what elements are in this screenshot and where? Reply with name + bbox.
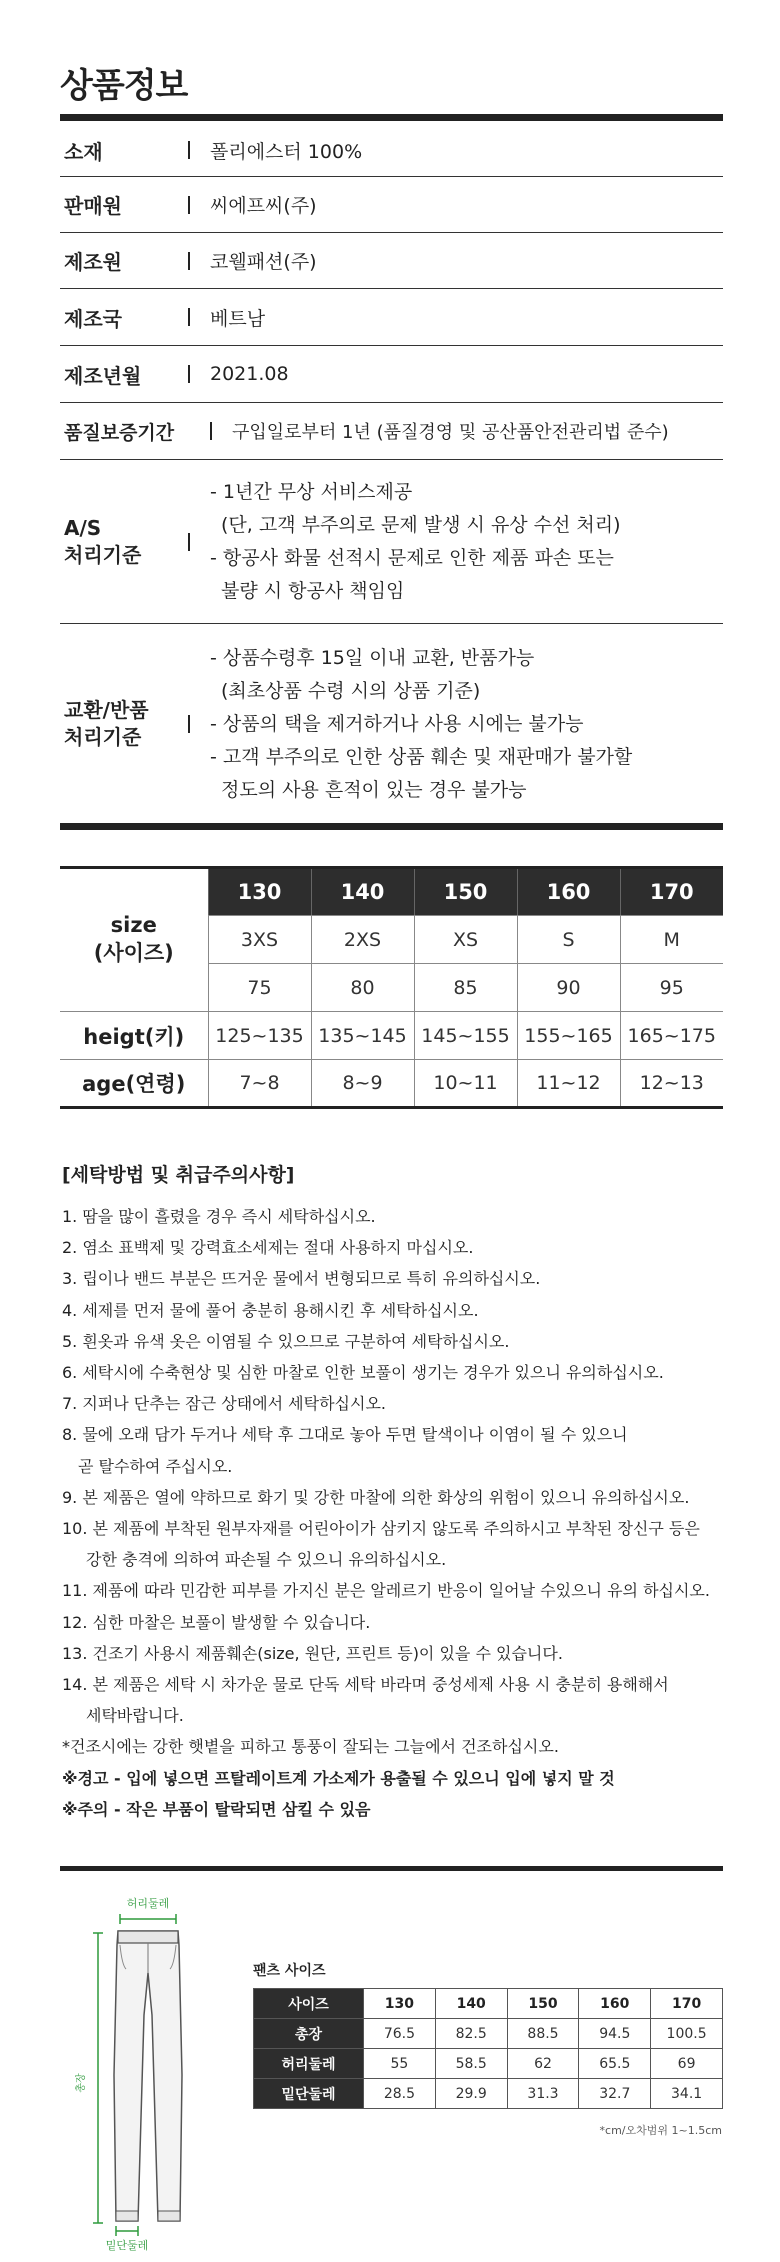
exchange-policy-text [210,642,723,807]
care-item: 13. 건조기 사용시 제품훼손(size, 원단, 프린트 등)이 있을 수 있습니다. [62,1643,563,1663]
size-header-cell: 150 [414,868,517,916]
table-row [254,2049,723,2079]
info-label: 품질보증기간 [64,421,175,444]
care-item: 세탁바랍니다. [86,1706,184,1726]
table-cell: 12~13 [620,1060,723,1108]
as-label-line1: A/S [64,515,102,540]
policy-line: - 상품수령후 15일 이내 교환, 반품가능 [210,646,535,669]
as-label-line2: 처리기준 [64,542,142,567]
care-title: [세탁방법 및 취급주의사항] [62,1164,295,1186]
care-item: 10. 본 제품에 부착된 원부자재를 어린아이가 삼키지 않도록 주의하시고 부착된 장신구 등은 [62,1519,700,1539]
row-label: 허리둘레 [254,2049,364,2079]
row-label: 밑단둘레 [254,2079,364,2109]
table-cell: 28.5 [364,2079,436,2109]
page-title: 상품정보 [60,66,188,106]
pants-header-row [254,1989,723,2019]
table-cell: XS [414,916,517,964]
table-row [254,2079,723,2109]
care-item: 3. 립이나 밴드 부분은 뜨거운 물에서 변형되므로 특히 유의하십시오. [62,1269,541,1289]
policy-line: (단, 고객 부주의로 문제 발생 시 유상 수선 처리) [221,513,621,536]
policy-line: 정도의 사용 흔적이 있는 경우 불가능 [221,778,527,801]
table-cell: 165~175 [620,1012,723,1060]
separator [188,141,190,159]
info-label: 제조원 [64,250,122,274]
info-row-manufacturer [60,233,723,289]
info-value: 폴리에스터 100% [210,140,363,163]
care-item: 7. 지퍼나 단추는 잠근 상태에서 세탁하십시오. [62,1394,386,1414]
separator [188,308,190,326]
table-cell: 82.5 [435,2019,507,2049]
info-label: 판매원 [64,194,122,218]
care-item: 6. 세탁시에 수축현상 및 심한 마찰로 인한 보풀이 생기는 경우가 있으니 유의하십시오. [62,1363,664,1383]
length-label: 총장 [76,2073,87,2093]
care-item: 8. 물에 오래 담가 두거나 세탁 후 그대로 놓아 두면 탈색이나 이염이 될 수 있으니 [62,1425,628,1445]
info-value: 코웰패션(주) [210,251,317,273]
table-cell: 11~12 [517,1060,620,1108]
waistband [118,1931,178,1943]
info-value: 2021.08 [210,363,289,385]
table-cell: 8~9 [311,1060,414,1108]
table-cell: S [517,916,620,964]
height-row-label: heigt(키) [60,1012,208,1060]
table-cell: 34.1 [651,2079,723,2109]
pants-size-table [253,1988,723,2109]
info-label [60,515,188,569]
care-item: 4. 세제를 먼저 물에 풀어 충분히 용해시킨 후 세탁하십시오. [62,1300,479,1320]
table-cell: 76.5 [364,2019,436,2049]
table-cell: 95 [620,964,723,1012]
table-cell: 155~165 [517,1012,620,1060]
table-cell: M [620,916,723,964]
diagram-divider [60,1866,723,1871]
as-policy-text [210,476,723,608]
info-row-country [60,289,723,346]
age-row [60,1060,723,1108]
table-cell: 85 [414,964,517,1012]
care-item: 5. 흰옷과 유색 옷은 이염될 수 있으므로 구분하여 세탁하십시오. [62,1331,510,1351]
table-cell: 100.5 [651,2019,723,2049]
table-cell: 80 [311,964,414,1012]
info-label: 제조년월 [64,363,142,388]
pants-size-title: 팬츠 사이즈 [253,1963,326,1979]
table-header: 130 [364,1989,436,2019]
table-row [254,2019,723,2049]
exchange-label-line1: 교환/반품 [64,698,149,722]
table-cell: 31.3 [507,2079,579,2109]
size-label: size [110,913,157,937]
policy-line: - 항공사 화물 선적시 문제로 인한 제품 파손 또는 [210,546,614,569]
separator [188,196,190,214]
table-cell: 3XS [208,916,311,964]
info-value: 씨에프씨(주) [210,195,317,217]
table-header: 170 [651,1989,723,2019]
info-bottom-divider [60,823,723,830]
info-row-date [60,346,723,403]
separator [188,715,190,733]
separator [188,533,190,551]
info-value: 구입일로부터 1년 (품질경영 및 공산품안전관리법 준수) [232,422,669,443]
care-item: 1. 땀을 많이 흘렸을 경우 즉시 세탁하십시오. [62,1207,376,1226]
pants-diagram [60,1885,230,2255]
care-item: 강한 충격에 의하여 파손될 수 있으니 유의하십시오. [86,1550,447,1570]
caution-text: ※주의 - 작은 부품이 탈락되면 삼킬 수 있음 [62,1799,371,1819]
table-cell: 125~135 [208,1012,311,1060]
table-cell: 7~8 [208,1060,311,1108]
info-label: 소재 [64,139,103,164]
info-label [60,697,188,751]
info-value: 베트남 [210,307,266,330]
table-cell: 135~145 [311,1012,414,1060]
policy-line: - 1년간 무상 서비스제공 [210,480,413,503]
table-cell: 65.5 [579,2049,651,2079]
table-cell: 62 [507,2049,579,2079]
table-cell: 29.9 [435,2079,507,2109]
waist-label: 허리둘레 [126,1897,170,1910]
table-cell: 69 [651,2049,723,2079]
size-header-row [60,868,723,916]
warning-text: ※경고 - 입에 넣으면 프탈레이트계 가소제가 용출될 수 있으니 입에 넣지 말 것 [62,1768,615,1788]
policy-line: - 상품의 택을 제거하거나 사용 시에는 불가능 [210,712,584,735]
table-cell: 10~11 [414,1060,517,1108]
info-label: 제조국 [64,306,122,331]
table-header: 150 [507,1989,579,2019]
care-item: 9. 본 제품은 열에 약하므로 화기 및 강한 마찰에 의한 화상의 위험이 있으니 유의하십시오. [62,1487,690,1507]
care-item: 11. 제품에 따라 민감한 피부를 가지신 분은 알레르기 반응이 일어날 수있으니 유의 하십시오. [62,1581,710,1601]
info-row-warranty [60,403,723,460]
table-cell: 32.7 [579,2079,651,2109]
product-info-table [60,124,723,824]
hem-label: 밑단둘레 [105,2239,149,2252]
separator [188,252,190,270]
table-cell: 75 [208,964,311,1012]
care-item: 2. 염소 표백제 및 강력효소세제는 절대 사용하지 마십시오. [62,1238,474,1258]
table-cell: 58.5 [435,2049,507,2079]
separator [188,365,190,383]
title-divider [60,114,723,121]
table-cell: 94.5 [579,2019,651,2049]
measurement-note: *cm/오차범위 1~1.5cm [599,2124,722,2137]
size-header-cell: 170 [620,868,723,916]
age-row-label: age(연령) [60,1060,208,1108]
size-table [60,866,723,1109]
info-row-exchange [60,624,723,824]
table-header: 140 [435,1989,507,2019]
care-item: 14. 본 제품은 세탁 시 차가운 물로 단독 세탁 바라며 중성세제 사용 시 충분히 용해해서 [62,1675,669,1695]
size-header-cell: 160 [517,868,620,916]
policy-line: (최초상품 수령 시의 상품 기준) [221,679,481,702]
info-row-material [60,124,723,177]
table-header: 사이즈 [254,1989,364,2019]
size-row-label [60,868,208,1012]
table-cell: 55 [364,2049,436,2079]
size-label-kr: (사이즈) [93,941,174,965]
pants-outline [114,1931,182,2221]
care-item: 곧 탈수하여 주십시오. [78,1456,233,1476]
info-row-seller [60,177,723,233]
separator [210,422,212,440]
policy-line: 불량 시 항공사 책임임 [221,579,405,602]
size-header-cell: 140 [311,868,414,916]
care-item: 12. 심한 마찰은 보풀이 발생할 수 있습니다. [62,1612,371,1632]
care-instructions [62,1160,732,1825]
policy-line: - 고객 부주의로 인한 상품 훼손 및 재판매가 불가할 [210,745,633,768]
table-cell: 90 [517,964,620,1012]
size-header-cell: 130 [208,868,311,916]
table-cell: 88.5 [507,2019,579,2049]
exchange-label-line2: 처리기준 [64,725,142,749]
height-row [60,1012,723,1060]
care-item: *건조시에는 강한 햇볕을 피하고 통풍이 잘되는 그늘에서 건조하십시오. [62,1737,559,1757]
row-label: 총장 [254,2019,364,2049]
table-cell: 145~155 [414,1012,517,1060]
table-cell: 2XS [311,916,414,964]
table-header: 160 [579,1989,651,2019]
info-row-as [60,460,723,624]
